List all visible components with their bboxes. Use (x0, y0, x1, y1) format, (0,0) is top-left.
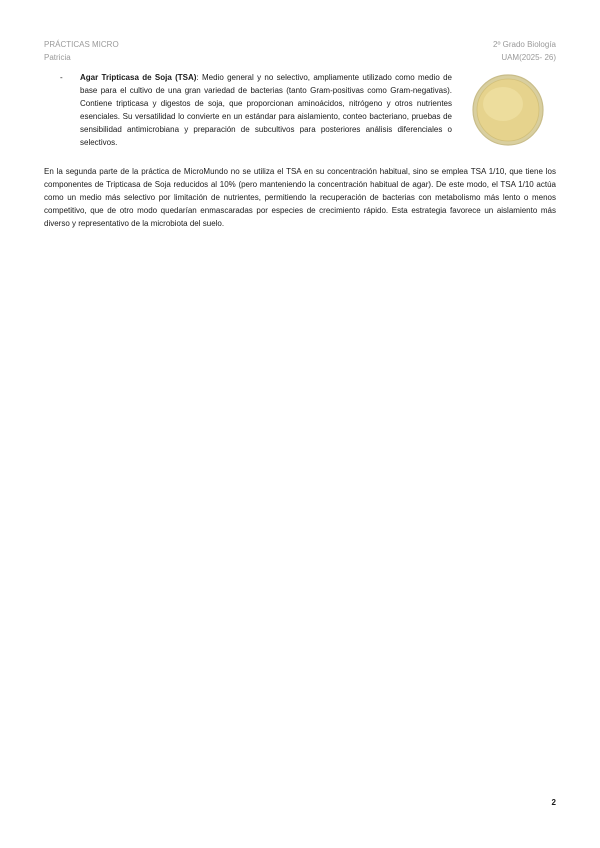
bullet-mark: - (60, 73, 63, 82)
header-left (44, 38, 119, 64)
bullet-term: Agar Tripticasa de Soja (TSA) (80, 73, 197, 82)
degree-label: 2º Grado Biología (493, 40, 556, 49)
body-paragraph: En la segunda parte de la práctica de MicroMundo no se utiliza el TSA en su concentración habitual, sino se emplea TSA 1/10, que tiene los componentes de Tripticasa de Soja reducidos al 10% (pero manteniendo la concentración habitual de agar). De este modo, el TSA 1/10 actúa como un medio más selectivo por limitación de nutrientes, permitiendo la recuperación de bacterias con metabolismo más lento o menos competitivo, que de otro modo quedarían enmascaradas por especies de crecimiento rápido. Esta estrategia favorece un aislamiento más diverso y representativo de la microbiota del suelo. (44, 167, 556, 228)
author-name: Patricia (44, 53, 71, 62)
course-title: PRÁCTICAS MICRO (44, 40, 119, 49)
page-number: 2 (551, 798, 556, 807)
university-label: UAM(2025- 26) (501, 53, 556, 62)
petri-dish-highlight (483, 87, 523, 121)
bullet-text (80, 71, 452, 149)
bullet-description: : Medio general y no selectivo, ampliamente utilizado como medio de base para el cultivo de una gran variedad de bacterias (tanto Gram-positivas como Gram-negativas). Contiene tripticasa y digestos de soja, que proporcionan aminoácidos, nitrógeno y otros nutrientes esenciales. Su versatilidad lo convierte en un estándar para aislamiento, conteo bacteriano, pruebas de sensibilidad antimicrobiana y preparación de subcultivos para posteriores análisis diferenciales o selectivos. (80, 73, 453, 147)
header-right (493, 38, 556, 64)
petri-dish-image (472, 74, 544, 146)
bullet-item-tsa (60, 71, 452, 149)
